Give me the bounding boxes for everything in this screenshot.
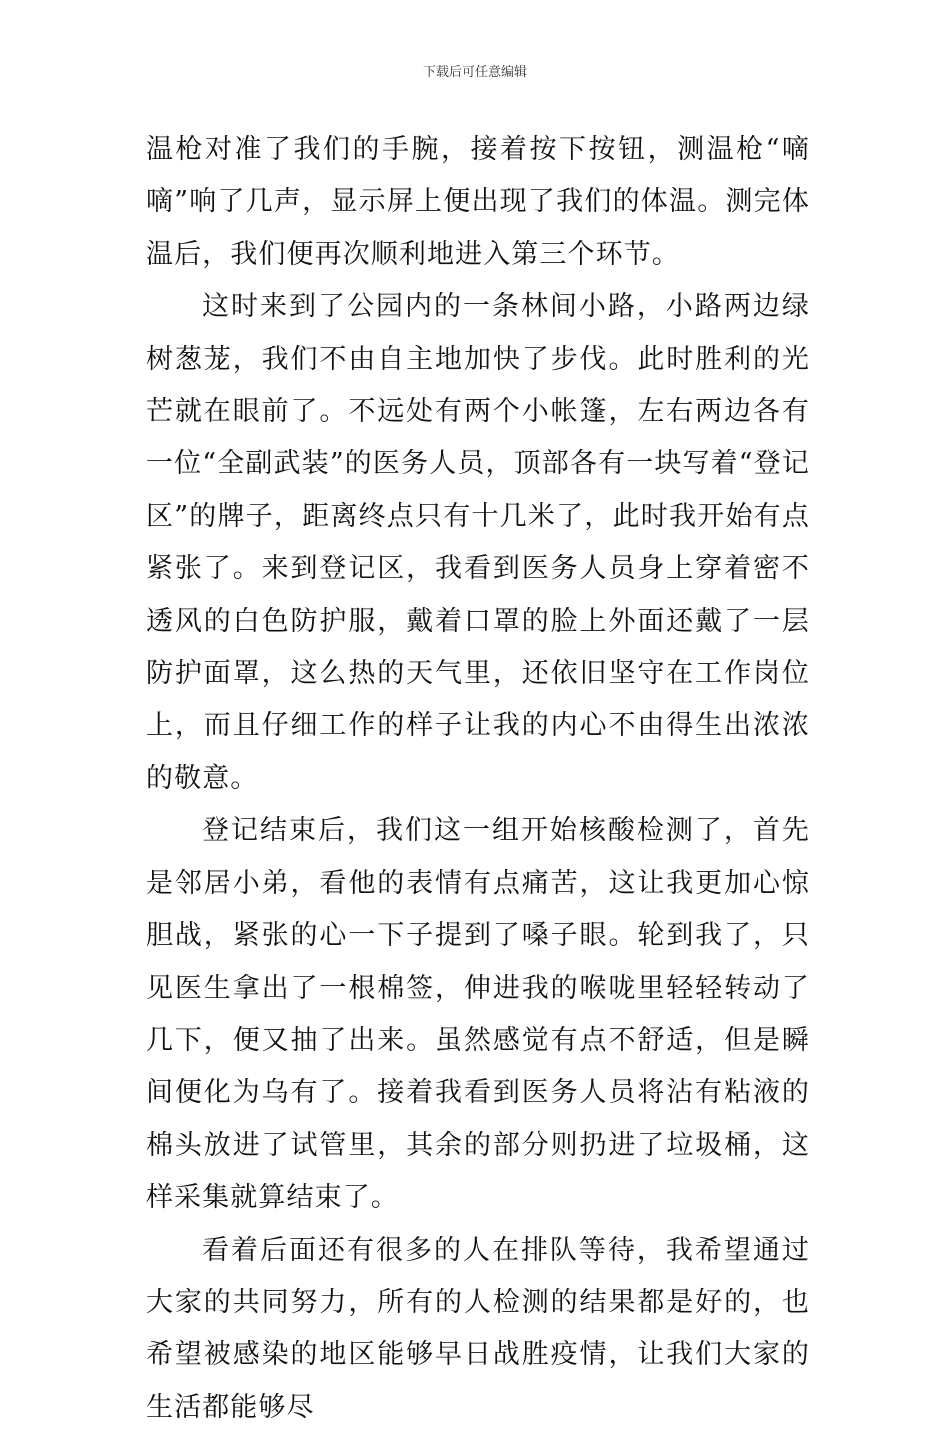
article-body bbox=[146, 124, 810, 1434]
paragraph: 登记结束后，我们这一组开始核酸检测了，首先是邻居小弟，看他的表情有点痛苦，这让我更加心惊胆战，紧张的心一下子提到了嗓子眼。轮到我了，只见医生拿出了一根棉签，伸进我的喉咙里轻轻转动了几下，便又抽了出来。虽然感觉有点不舒适，但是瞬间便化为乌有了。接着我看到医务人员将沾有粘液的棉头放进了试管里，其余的部分则扔进了垃圾桶，这样采集就算结束了。 bbox=[146, 815, 810, 1214]
paragraph-continuation: 温枪对准了我们的手腕，接着按下按钮，测温枪“嘀嘀”响了几声，显示屏上便出现了我们的体温。测完体温后，我们便再次顺利地进入第三个环节。 bbox=[146, 134, 810, 270]
paragraph: 这时来到了公园内的一条林间小路，小路两边绿树葱茏，我们不由自主地加快了步伐。此时胜利的光芒就在眼前了。不远处有两个小帐篷，左右两边各有一位“全副武装”的医务人员，顶部各有一块写着“登记区”的牌子，距离终点只有十几米了，此时我开始有点紧张了。来到登记区，我看到医务人员身上穿着密不透风的白色防护服，戴着口罩的脸上外面还戴了一层防护面罩，这么热的天气里，还依旧坚守在工作岗位上，而且仔细工作的样子让我的内心不由得生出浓浓的敬意。 bbox=[146, 291, 810, 794]
paragraph: 看着后面还有很多的人在排队等待，我希望通过大家的共同努力，所有的人检测的结果都是好的，也希望被感染的地区能够早日战胜疫情，让我们大家的生活都能够尽 bbox=[146, 1234, 810, 1423]
page-header-note: 下载后可任意编辑 bbox=[422, 65, 527, 80]
